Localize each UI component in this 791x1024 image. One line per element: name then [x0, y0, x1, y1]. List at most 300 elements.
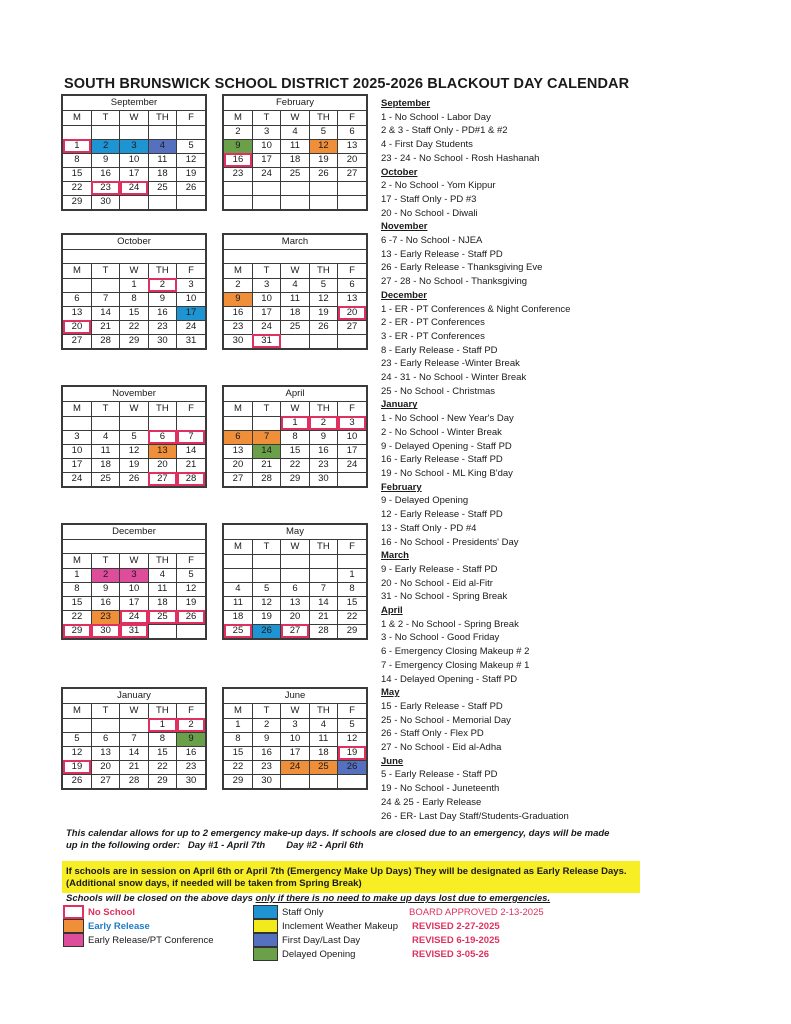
day-cell	[224, 195, 252, 209]
events-month-heading: March	[381, 550, 409, 562]
day-cell: 5	[252, 582, 280, 596]
event-item: 1 - No School - New Year's Day	[381, 413, 514, 425]
month-title: January	[63, 689, 205, 704]
events-month-heading: February	[381, 481, 422, 493]
day-cell: 21	[177, 458, 205, 472]
week-row	[63, 139, 205, 153]
day-cell	[148, 416, 176, 430]
event-item: 15 - Early Release - Staff PD	[381, 700, 503, 712]
event-item: 16 - No School - Presidents' Day	[381, 536, 519, 548]
day-cell: 4	[148, 139, 176, 153]
day-cell	[63, 718, 91, 732]
day-cell: 1	[338, 568, 366, 582]
day-cell: 11	[224, 596, 252, 610]
calendar-march	[222, 233, 368, 350]
day-cell: 22	[338, 610, 366, 624]
weekday-header: W	[281, 402, 309, 416]
events-list	[381, 97, 641, 823]
event-item: 20 - No School - Diwali	[381, 207, 478, 219]
week-row	[63, 610, 205, 624]
day-cell	[148, 125, 176, 139]
event-item: 12 - Early Release - Staff PD	[381, 509, 503, 521]
event-item: 25 - No School - Memorial Day	[381, 714, 511, 726]
week-row	[224, 430, 366, 444]
day-cell: 24	[252, 167, 280, 181]
makeup-note-line1: This calendar allows for up to 2 emergency make-up days. If schools are closed due to an emergency, days will be made	[66, 828, 610, 839]
day-cell: 11	[309, 732, 337, 746]
week-row	[63, 718, 205, 732]
day-cell	[309, 195, 337, 209]
day-cell	[91, 416, 119, 430]
inclement-notice-line2: (Additional snow days, if needed will be taken from Spring Break)	[66, 877, 362, 889]
day-cell: 19	[177, 167, 205, 181]
day-cell: 20	[338, 306, 366, 320]
legend-early-release	[63, 919, 150, 933]
day-cell: 1	[63, 568, 91, 582]
day-cell	[63, 125, 91, 139]
weekday-header-row	[63, 402, 205, 416]
month-title: April	[224, 387, 366, 402]
blank-row	[63, 540, 205, 554]
legend-label: Early Release	[88, 920, 150, 932]
calendar-september	[61, 94, 207, 211]
weekday-header: TH	[148, 554, 176, 568]
day-cell: 5	[338, 718, 366, 732]
day-cell	[309, 568, 337, 582]
weekday-header: F	[177, 704, 205, 718]
day-cell: 3	[177, 278, 205, 292]
weekday-header: M	[224, 111, 252, 125]
weekday-header: T	[91, 554, 119, 568]
week-row	[63, 568, 205, 582]
closure-note-condition: only if there is no need to make up days lost due to emergencies.	[255, 893, 551, 904]
event-item: 1 & 2 - No School - Spring Break	[381, 618, 519, 630]
weekday-header: T	[252, 704, 280, 718]
event-item: 2 & 3 - Staff Only - PD#1 & #2	[381, 125, 508, 137]
event-item: 2 - No School - Winter Break	[381, 426, 502, 438]
event-item: 3 - No School - Good Friday	[381, 632, 500, 644]
day-cell: 13	[224, 444, 252, 458]
day-cell: 16	[148, 306, 176, 320]
weekday-header: T	[91, 264, 119, 278]
day-cell: 13	[91, 746, 119, 760]
weekday-header: TH	[148, 264, 176, 278]
day-cell: 29	[120, 334, 148, 348]
day-cell	[148, 624, 176, 638]
calendar-may	[222, 523, 368, 640]
day-cell: 6	[338, 125, 366, 139]
events-month-heading: April	[381, 605, 403, 617]
day-cell: 8	[338, 582, 366, 596]
event-item: 9 - Early Release - Staff PD	[381, 563, 498, 575]
week-row	[224, 582, 366, 596]
day-cell	[338, 181, 366, 195]
day-cell: 21	[91, 320, 119, 334]
week-row	[224, 568, 366, 582]
week-row	[63, 760, 205, 774]
day-cell: 3	[338, 416, 366, 430]
day-cell	[338, 774, 366, 788]
month-title: May	[224, 525, 366, 540]
closure-note	[66, 893, 550, 904]
event-item: 2 - No School - Yom Kippur	[381, 180, 496, 192]
weekday-header: TH	[309, 402, 337, 416]
month-title: December	[63, 525, 205, 540]
event-item: 19 - No School - ML King B'day	[381, 467, 513, 479]
week-row	[63, 582, 205, 596]
calendar-october	[61, 233, 207, 350]
day-cell: 15	[148, 746, 176, 760]
day-cell: 22	[148, 760, 176, 774]
day-cell: 25	[281, 320, 309, 334]
week-row	[224, 167, 366, 181]
event-item: 6 -7 - No School - NJEA	[381, 235, 483, 247]
day-cell: 16	[252, 746, 280, 760]
day-cell: 6	[63, 292, 91, 306]
weekday-header: T	[91, 704, 119, 718]
day-cell: 11	[281, 139, 309, 153]
day-cell: 12	[177, 582, 205, 596]
week-row	[63, 306, 205, 320]
weekday-header: TH	[309, 704, 337, 718]
week-row	[63, 746, 205, 760]
week-row	[224, 760, 366, 774]
weekday-header: M	[63, 264, 91, 278]
day-cell	[177, 125, 205, 139]
weekday-header: M	[224, 264, 252, 278]
week-row	[224, 125, 366, 139]
day-cell: 28	[120, 774, 148, 788]
day-cell: 9	[91, 582, 119, 596]
day-cell: 25	[148, 181, 176, 195]
day-cell: 16	[91, 596, 119, 610]
day-cell: 27	[91, 774, 119, 788]
day-cell: 8	[63, 582, 91, 596]
day-cell: 24	[120, 610, 148, 624]
day-cell: 3	[120, 139, 148, 153]
week-row	[63, 125, 205, 139]
day-cell: 5	[63, 732, 91, 746]
day-cell: 26	[177, 181, 205, 195]
event-item: 7 - Emergency Closing Makeup # 1	[381, 659, 530, 671]
day-cell	[309, 334, 337, 348]
event-item: 24 & 25 - Early Release	[381, 796, 482, 808]
day-cell: 5	[177, 139, 205, 153]
day-cell: 2	[224, 278, 252, 292]
weekday-header: W	[120, 704, 148, 718]
week-row	[224, 292, 366, 306]
weekday-header: F	[177, 554, 205, 568]
events-month-heading: October	[381, 166, 418, 178]
month-title: November	[63, 387, 205, 402]
legend-delayed-opening	[253, 947, 355, 961]
weekday-header: F	[338, 402, 366, 416]
weekday-header: F	[177, 264, 205, 278]
day-cell: 31	[252, 334, 280, 348]
day-cell: 25	[91, 472, 119, 486]
day-cell: 25	[309, 760, 337, 774]
day-cell: 9	[224, 139, 252, 153]
day-cell: 16	[309, 444, 337, 458]
event-item: 24 - 31 - No School - Winter Break	[381, 372, 527, 384]
day-cell: 17	[281, 746, 309, 760]
day-cell	[148, 195, 176, 209]
day-cell	[224, 554, 252, 568]
day-cell: 16	[177, 746, 205, 760]
day-cell: 7	[177, 430, 205, 444]
weekday-header-row	[63, 111, 205, 125]
blank-row	[63, 250, 205, 264]
day-cell: 28	[91, 334, 119, 348]
weekday-header: W	[281, 540, 309, 554]
event-item: 31 - No School - Spring Break	[381, 591, 508, 603]
day-cell: 1	[148, 718, 176, 732]
weekday-header: W	[281, 704, 309, 718]
day-cell: 23	[148, 320, 176, 334]
week-row	[224, 416, 366, 430]
delayed-opening-swatch-icon	[253, 947, 278, 961]
week-row	[224, 278, 366, 292]
day-cell: 27	[338, 167, 366, 181]
week-row	[224, 444, 366, 458]
calendar-november	[61, 385, 207, 488]
day-cell: 16	[224, 153, 252, 167]
events-month-heading: December	[381, 289, 427, 301]
week-row	[63, 334, 205, 348]
day-cell: 26	[338, 760, 366, 774]
week-row	[63, 181, 205, 195]
day-cell: 9	[309, 430, 337, 444]
week-row	[63, 596, 205, 610]
weekday-header: T	[252, 264, 280, 278]
week-row	[224, 596, 366, 610]
day-cell: 3	[252, 125, 280, 139]
first-last-day-swatch-icon	[253, 933, 278, 947]
day-cell: 31	[120, 624, 148, 638]
day-cell: 18	[148, 167, 176, 181]
day-cell	[338, 554, 366, 568]
day-cell: 11	[281, 292, 309, 306]
makeup-note-line2: up in the following order: Day #1 - April 7th Day #2 - April 6th	[66, 839, 364, 851]
day-cell: 23	[252, 760, 280, 774]
event-item: 16 - Early Release - Staff PD	[381, 454, 503, 466]
day-cell: 15	[120, 306, 148, 320]
event-item: 9 - Delayed Opening	[381, 495, 469, 507]
day-cell: 12	[63, 746, 91, 760]
day-cell	[224, 181, 252, 195]
day-cell: 17	[120, 596, 148, 610]
day-cell	[252, 195, 280, 209]
day-cell	[177, 624, 205, 638]
day-cell: 22	[224, 760, 252, 774]
day-cell	[252, 416, 280, 430]
weekday-header-row	[63, 554, 205, 568]
day-cell: 4	[148, 568, 176, 582]
day-cell: 30	[309, 472, 337, 486]
weekday-header: F	[177, 402, 205, 416]
day-cell: 12	[338, 732, 366, 746]
day-cell: 10	[120, 582, 148, 596]
day-cell: 24	[177, 320, 205, 334]
week-row	[63, 278, 205, 292]
events-month-heading: September	[381, 98, 431, 109]
week-row	[224, 334, 366, 348]
day-cell: 25	[224, 624, 252, 638]
day-cell: 22	[63, 610, 91, 624]
day-cell: 1	[281, 416, 309, 430]
day-cell: 17	[120, 167, 148, 181]
day-cell: 16	[224, 306, 252, 320]
day-cell	[224, 568, 252, 582]
event-item: 4 - First Day Students	[381, 139, 473, 151]
weekday-header: M	[63, 402, 91, 416]
day-cell: 24	[281, 760, 309, 774]
day-cell	[309, 181, 337, 195]
day-cell: 14	[120, 746, 148, 760]
week-row	[224, 746, 366, 760]
day-cell	[338, 472, 366, 486]
calendar-january	[61, 687, 207, 790]
weekday-header: F	[338, 540, 366, 554]
day-cell: 14	[177, 444, 205, 458]
day-cell: 23	[224, 167, 252, 181]
day-cell	[120, 416, 148, 430]
day-cell: 17	[177, 306, 205, 320]
weekday-header: TH	[148, 111, 176, 125]
day-cell: 12	[309, 139, 337, 153]
weekday-header: W	[281, 111, 309, 125]
event-item: 25 - No School - Christmas	[381, 385, 496, 397]
month-title: June	[224, 689, 366, 704]
day-cell: 29	[281, 472, 309, 486]
day-cell: 4	[91, 430, 119, 444]
day-cell: 5	[309, 125, 337, 139]
no-school-swatch-icon	[63, 905, 84, 919]
event-item: 1 - No School - Labor Day	[381, 111, 491, 123]
day-cell: 4	[224, 582, 252, 596]
page-title: SOUTH BRUNSWICK SCHOOL DISTRICT 2025-2026 BLACKOUT DAY CALENDAR	[64, 76, 630, 92]
day-cell: 17	[338, 444, 366, 458]
day-cell: 23	[91, 181, 119, 195]
day-cell	[281, 554, 309, 568]
day-cell: 11	[91, 444, 119, 458]
day-cell	[338, 195, 366, 209]
week-row	[63, 430, 205, 444]
week-row	[63, 195, 205, 209]
week-row	[63, 153, 205, 167]
day-cell: 12	[177, 153, 205, 167]
weekday-header: TH	[148, 704, 176, 718]
day-cell: 7	[91, 292, 119, 306]
event-item: 5 - Early Release - Staff PD	[381, 769, 498, 781]
day-cell: 15	[281, 444, 309, 458]
day-cell: 3	[63, 430, 91, 444]
inclement-notice	[62, 861, 640, 893]
day-cell	[177, 195, 205, 209]
week-row	[63, 774, 205, 788]
day-cell: 8	[224, 732, 252, 746]
week-row	[224, 554, 366, 568]
weekday-header: T	[252, 402, 280, 416]
day-cell: 26	[309, 167, 337, 181]
event-item: 13 - Staff Only - PD #4	[381, 522, 477, 534]
day-cell	[120, 195, 148, 209]
day-cell	[91, 125, 119, 139]
day-cell: 18	[224, 610, 252, 624]
revised-date-2: REVISED 6-19-2025	[412, 935, 500, 946]
blank-row	[224, 250, 366, 264]
legend-label: Early Release/PT Conference	[88, 934, 214, 946]
day-cell: 24	[252, 320, 280, 334]
week-row	[224, 610, 366, 624]
day-cell: 20	[281, 610, 309, 624]
events-month-heading: May	[381, 687, 400, 699]
day-cell: 7	[309, 582, 337, 596]
day-cell: 4	[281, 278, 309, 292]
week-row	[63, 292, 205, 306]
weekday-header: M	[63, 704, 91, 718]
day-cell: 2	[91, 139, 119, 153]
legend-pt-conference	[63, 933, 214, 947]
day-cell: 5	[309, 278, 337, 292]
day-cell: 19	[252, 610, 280, 624]
day-cell: 10	[120, 153, 148, 167]
event-item: 6 - Emergency Closing Makeup # 2	[381, 646, 530, 658]
day-cell: 19	[309, 153, 337, 167]
events-month-heading: June	[381, 755, 404, 767]
day-cell: 9	[252, 732, 280, 746]
day-cell: 19	[120, 458, 148, 472]
legend-label: Staff Only	[282, 906, 324, 918]
day-cell: 26	[120, 472, 148, 486]
day-cell: 5	[177, 568, 205, 582]
day-cell: 6	[338, 278, 366, 292]
day-cell: 12	[120, 444, 148, 458]
weekday-header: W	[120, 111, 148, 125]
weekday-header: T	[252, 111, 280, 125]
weekday-header: TH	[309, 540, 337, 554]
event-item: 2 - ER - PT Conferences	[381, 317, 485, 329]
month-title: September	[63, 96, 205, 111]
day-cell: 20	[63, 320, 91, 334]
event-item: 27 - 28 - No School - Thanksgiving	[381, 276, 528, 288]
day-cell: 20	[91, 760, 119, 774]
day-cell: 27	[281, 624, 309, 638]
event-item: 19 - No School - Juneteenth	[381, 783, 500, 795]
event-item: 23 - Early Release -Winter Break	[381, 358, 520, 370]
day-cell: 16	[91, 167, 119, 181]
day-cell: 20	[224, 458, 252, 472]
calendar-december	[61, 523, 207, 640]
day-cell	[224, 416, 252, 430]
weekday-header-row	[224, 540, 366, 554]
day-cell: 29	[63, 624, 91, 638]
day-cell: 6	[281, 582, 309, 596]
day-cell: 10	[252, 139, 280, 153]
day-cell: 8	[281, 430, 309, 444]
day-cell: 8	[148, 732, 176, 746]
day-cell: 17	[252, 306, 280, 320]
day-cell	[91, 718, 119, 732]
day-cell: 14	[252, 444, 280, 458]
day-cell: 24	[120, 181, 148, 195]
day-cell: 22	[63, 181, 91, 195]
inclement-notice-line1: If schools are in session on April 6th or April 7th (Emergency Make Up Days) They will be designated as Early Release Days.	[66, 866, 627, 877]
event-item: 20 - No School - Eid al-Fitr	[381, 577, 493, 589]
day-cell	[338, 334, 366, 348]
day-cell: 23	[224, 320, 252, 334]
day-cell: 19	[309, 306, 337, 320]
